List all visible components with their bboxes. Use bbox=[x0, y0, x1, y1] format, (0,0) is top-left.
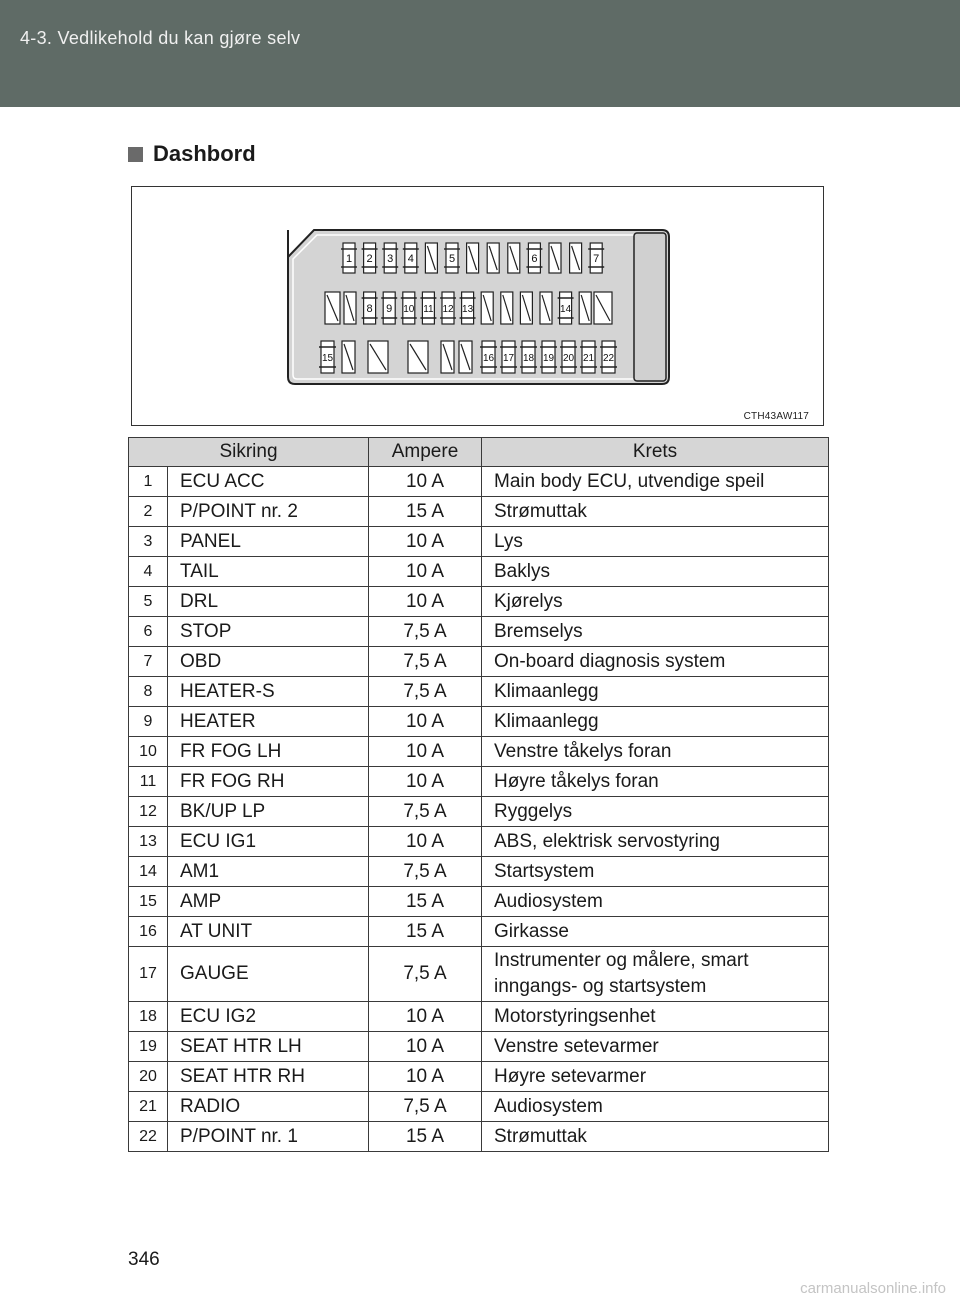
fuse-name: STOP bbox=[168, 617, 369, 647]
fuse-circuit: Kjørelys bbox=[482, 587, 829, 617]
fuse-circuit: Høyre setevarmer bbox=[482, 1062, 829, 1092]
fuse-slot-row1 bbox=[508, 243, 520, 273]
table-row bbox=[129, 797, 829, 827]
fuse-ampere: 15 A bbox=[369, 917, 482, 947]
fuse-name: P/POINT nr. 1 bbox=[168, 1122, 369, 1152]
table-row bbox=[129, 1062, 829, 1092]
fuse-slot-row3 bbox=[580, 341, 597, 373]
fuse-slot-row3 bbox=[480, 341, 497, 373]
fuse-slot-large bbox=[325, 292, 340, 324]
table-row bbox=[129, 497, 829, 527]
fuse-name: BK/UP LP bbox=[168, 797, 369, 827]
fuse-slot-row3 bbox=[342, 341, 355, 373]
fuse-circuit: Ryggelys bbox=[482, 797, 829, 827]
fuse-label: 2 bbox=[366, 253, 373, 265]
table-row bbox=[129, 467, 829, 497]
table-row bbox=[129, 617, 829, 647]
fuse-circuit: Venstre tåkelys foran bbox=[482, 737, 829, 767]
header-sikring: Sikring bbox=[129, 438, 369, 467]
fuse-circuit bbox=[482, 947, 829, 1002]
fuse-label: 7 bbox=[593, 253, 600, 265]
fuse-ampere: 7,5 A bbox=[369, 947, 482, 1002]
fuse-ampere: 10 A bbox=[369, 1062, 482, 1092]
fuse-slot-large bbox=[594, 292, 612, 324]
fuse-ampere: 10 A bbox=[369, 1002, 482, 1032]
fuse-label: 4 bbox=[407, 253, 414, 265]
fuse-ampere: 7,5 A bbox=[369, 1092, 482, 1122]
fuse-number: 9 bbox=[129, 707, 168, 737]
fuse-circuit: Startsystem bbox=[482, 857, 829, 887]
fuse-ampere: 15 A bbox=[369, 497, 482, 527]
fuse-circuit: Baklys bbox=[482, 557, 829, 587]
fuse-slot-row3 bbox=[459, 341, 472, 373]
fuse-circuit: Girkasse bbox=[482, 917, 829, 947]
fuse-slot-row1 bbox=[570, 243, 582, 273]
fuse-label: 8 bbox=[366, 303, 373, 315]
fuse-circuit: Høyre tåkelys foran bbox=[482, 767, 829, 797]
table-header-row bbox=[129, 438, 829, 467]
fuse-ampere: 10 A bbox=[369, 557, 482, 587]
fuse-slot-row1 bbox=[362, 243, 378, 273]
table-row bbox=[129, 857, 829, 887]
fuse-number: 7 bbox=[129, 647, 168, 677]
table-row bbox=[129, 947, 829, 1002]
fuse-number: 1 bbox=[129, 467, 168, 497]
fuse-ampere: 10 A bbox=[369, 467, 482, 497]
fuse-ampere: 10 A bbox=[369, 767, 482, 797]
fuse-ampere: 15 A bbox=[369, 1122, 482, 1152]
fuse-name: P/POINT nr. 2 bbox=[168, 497, 369, 527]
fuse-circuit: Audiosystem bbox=[482, 887, 829, 917]
fuse-slot-row1 bbox=[382, 243, 398, 273]
fuse-label: 1 bbox=[345, 253, 353, 265]
fuse-slot-row2 bbox=[579, 292, 591, 324]
fuse-slot-row1 bbox=[341, 243, 357, 273]
fuse-name: SEAT HTR RH bbox=[168, 1062, 369, 1092]
fuse-number: 18 bbox=[129, 1002, 168, 1032]
fuse-circuit: Strømuttak bbox=[482, 1122, 829, 1152]
fuse-circuit: ABS, elektrisk servostyring bbox=[482, 827, 829, 857]
fuse-label: 14 bbox=[560, 304, 572, 315]
fuse-label: 20 bbox=[562, 353, 575, 364]
table-row bbox=[129, 707, 829, 737]
fuse-ampere: 10 A bbox=[369, 827, 482, 857]
fuse-slot-row3 bbox=[560, 341, 577, 373]
fuse-number: 12 bbox=[129, 797, 168, 827]
fuse-number: 2 bbox=[129, 497, 168, 527]
fuse-number: 21 bbox=[129, 1092, 168, 1122]
fuse-ampere: 7,5 A bbox=[369, 797, 482, 827]
fuse-slot-row2 bbox=[481, 292, 493, 324]
fuse-name: FR FOG LH bbox=[168, 737, 369, 767]
header-krets: Krets bbox=[482, 438, 829, 467]
fuse-ampere: 10 A bbox=[369, 587, 482, 617]
fuse-number: 8 bbox=[129, 677, 168, 707]
fuse-name: AMP bbox=[168, 887, 369, 917]
fuse-circuit: Audiosystem bbox=[482, 1092, 829, 1122]
fuse-ampere: 7,5 A bbox=[369, 857, 482, 887]
page-header bbox=[0, 0, 960, 107]
section-title: Dashbord bbox=[153, 141, 256, 166]
fuse-slot-row2 bbox=[381, 292, 397, 324]
fuse-box-side-cover bbox=[634, 233, 666, 381]
fuse-slot-row1 bbox=[467, 243, 479, 273]
fuse-name: ECU IG1 bbox=[168, 827, 369, 857]
fuse-label: 12 bbox=[442, 304, 454, 315]
fuse-name: DRL bbox=[168, 587, 369, 617]
fuse-slot-row1 bbox=[425, 243, 437, 273]
fuse-label: 5 bbox=[448, 253, 456, 265]
fuse-slot-row1 bbox=[549, 243, 561, 273]
table-row bbox=[129, 887, 829, 917]
table-row bbox=[129, 1092, 829, 1122]
fuse-slot-row1 bbox=[487, 243, 499, 273]
table-row bbox=[129, 587, 829, 617]
fuse-slot-row2 bbox=[501, 292, 513, 324]
fuse-number: 4 bbox=[129, 557, 168, 587]
fuse-circuit: Klimaanlegg bbox=[482, 677, 829, 707]
fuse-slot-row2 bbox=[401, 292, 417, 324]
fuse-ampere: 10 A bbox=[369, 1032, 482, 1062]
fuse-circuit-line2: inngangs- og startsystem bbox=[494, 976, 707, 997]
fuse-slot-row3 bbox=[540, 341, 557, 373]
fuse-box-diagram bbox=[131, 186, 824, 426]
fuse-number: 17 bbox=[129, 947, 168, 1002]
fuse-name: RADIO bbox=[168, 1092, 369, 1122]
fuse-label: 11 bbox=[423, 304, 434, 315]
fuse-name: ECU ACC bbox=[168, 467, 369, 497]
table-row bbox=[129, 1002, 829, 1032]
table-row bbox=[129, 527, 829, 557]
fuse-slot-row3 bbox=[368, 341, 388, 373]
fuse-circuit: Main body ECU, utvendige speil bbox=[482, 467, 829, 497]
fuse-label: 16 bbox=[482, 353, 495, 364]
fuse-number: 5 bbox=[129, 587, 168, 617]
table-row bbox=[129, 1122, 829, 1152]
fuse-slot-row2 bbox=[540, 292, 552, 324]
fuse-name: SEAT HTR LH bbox=[168, 1032, 369, 1062]
fuse-circuit: Venstre setevarmer bbox=[482, 1032, 829, 1062]
fuse-number: 11 bbox=[129, 767, 168, 797]
fuse-ampere: 10 A bbox=[369, 527, 482, 557]
fuse-slot-row1 bbox=[588, 243, 604, 273]
fuse-number: 22 bbox=[129, 1122, 168, 1152]
fuse-name: AM1 bbox=[168, 857, 369, 887]
fuse-slot-row1 bbox=[526, 243, 542, 273]
fuse-label: 3 bbox=[387, 253, 394, 265]
fuse-label: 19 bbox=[542, 353, 555, 364]
fuse-slot-row3 bbox=[319, 341, 336, 373]
fuse-circuit: Strømuttak bbox=[482, 497, 829, 527]
fuse-name: FR FOG RH bbox=[168, 767, 369, 797]
fuse-slot-row3 bbox=[600, 341, 617, 373]
fuse-slot-row2 bbox=[558, 292, 574, 324]
fuse-ampere: 15 A bbox=[369, 887, 482, 917]
fuse-number: 6 bbox=[129, 617, 168, 647]
fuse-ampere: 7,5 A bbox=[369, 677, 482, 707]
fuse-label: 21 bbox=[582, 353, 595, 364]
fuse-circuit: Motorstyringsenhet bbox=[482, 1002, 829, 1032]
fuse-number: 3 bbox=[129, 527, 168, 557]
fuse-name: GAUGE bbox=[168, 947, 369, 1002]
fuse-number: 19 bbox=[129, 1032, 168, 1062]
section-heading bbox=[128, 141, 256, 167]
fuse-name: AT UNIT bbox=[168, 917, 369, 947]
fuse-circuit: Lys bbox=[482, 527, 829, 557]
fuse-table bbox=[128, 437, 829, 1152]
header-ampere: Ampere bbox=[369, 438, 482, 467]
fuse-ampere: 7,5 A bbox=[369, 617, 482, 647]
fuse-number: 10 bbox=[129, 737, 168, 767]
fuse-box-illustration bbox=[132, 187, 825, 427]
fuse-ampere: 10 A bbox=[369, 737, 482, 767]
fuse-name: TAIL bbox=[168, 557, 369, 587]
fuse-slot-row1 bbox=[444, 243, 460, 273]
fuse-slot-row3 bbox=[408, 341, 428, 373]
figure-code: CTH43AW117 bbox=[743, 411, 809, 422]
fuse-label: 6 bbox=[531, 253, 538, 265]
fuse-slot-row1 bbox=[403, 243, 419, 273]
fuse-slot-row2 bbox=[440, 292, 456, 324]
fuse-name: HEATER-S bbox=[168, 677, 369, 707]
fuse-name: HEATER bbox=[168, 707, 369, 737]
fuse-slot-row2 bbox=[420, 292, 436, 324]
fuse-name: ECU IG2 bbox=[168, 1002, 369, 1032]
fuse-label: 22 bbox=[602, 353, 615, 364]
breadcrumb: 4-3. Vedlikehold du kan gjøre selv bbox=[20, 28, 301, 48]
fuse-number: 13 bbox=[129, 827, 168, 857]
fuse-number: 20 bbox=[129, 1062, 168, 1092]
fuse-slot-row2 bbox=[344, 292, 356, 324]
watermark: carmanualsonline.info bbox=[800, 1280, 946, 1297]
table-row bbox=[129, 677, 829, 707]
square-bullet-icon bbox=[128, 147, 143, 162]
fuse-circuit-line1: Instrumenter og målere, smart bbox=[494, 950, 749, 971]
table-row bbox=[129, 917, 829, 947]
fuse-slot-row3 bbox=[441, 341, 454, 373]
table-row bbox=[129, 737, 829, 767]
fuse-circuit: On-board diagnosis system bbox=[482, 647, 829, 677]
fuse-ampere: 7,5 A bbox=[369, 647, 482, 677]
fuse-label: 13 bbox=[462, 304, 474, 315]
fuse-name: PANEL bbox=[168, 527, 369, 557]
fuse-slot-row3 bbox=[520, 341, 537, 373]
fuse-ampere: 10 A bbox=[369, 707, 482, 737]
fuse-label: 15 bbox=[321, 353, 334, 364]
fuse-label: 17 bbox=[502, 353, 515, 364]
fuse-circuit: Bremselys bbox=[482, 617, 829, 647]
fuse-label: 10 bbox=[403, 304, 415, 315]
table-row bbox=[129, 767, 829, 797]
fuse-slot-row2 bbox=[520, 292, 532, 324]
fuse-circuit: Klimaanlegg bbox=[482, 707, 829, 737]
fuse-name: OBD bbox=[168, 647, 369, 677]
table-row bbox=[129, 557, 829, 587]
fuse-number: 15 bbox=[129, 887, 168, 917]
fuse-number: 14 bbox=[129, 857, 168, 887]
fuse-slot-row2 bbox=[460, 292, 476, 324]
table-row bbox=[129, 1032, 829, 1062]
fuse-label: 9 bbox=[386, 303, 393, 315]
page-number: 346 bbox=[128, 1249, 160, 1270]
fuse-number: 16 bbox=[129, 917, 168, 947]
table-row bbox=[129, 827, 829, 857]
table-row bbox=[129, 647, 829, 677]
fuse-label: 18 bbox=[522, 353, 535, 364]
fuse-slot-row3 bbox=[500, 341, 517, 373]
fuse-slot-row2 bbox=[362, 292, 378, 324]
